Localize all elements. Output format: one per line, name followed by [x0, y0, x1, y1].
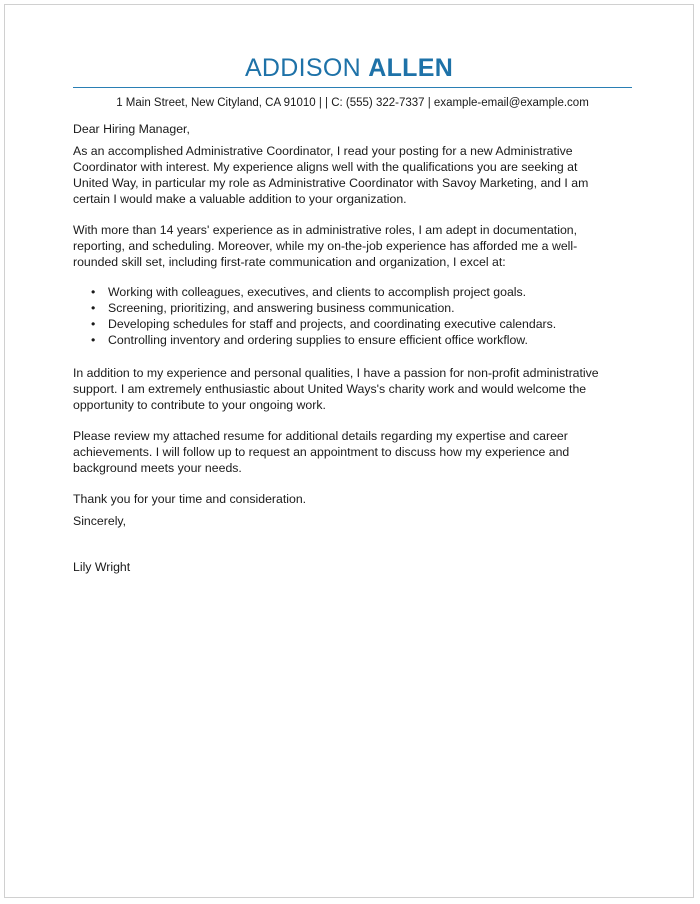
list-item-text: Controlling inventory and ordering supplies to ensure efficient office workflow. [108, 333, 528, 347]
list-item [91, 332, 613, 348]
paragraph-experience: With more than 14 years' experience as in administrative roles, I am adept in documentation, reporting, and scheduling. Moreover, while my on-the-job experience has afforded me a well-rounded skill set, including first-rate communication and organization, I excel at: [73, 223, 578, 269]
bullet-icon: • [91, 285, 96, 299]
first-name: ADDISON [244, 54, 361, 82]
letter-page [4, 4, 694, 898]
list-item [91, 316, 613, 332]
header-divider [73, 87, 632, 88]
last-name: ALLEN [368, 54, 454, 82]
closing-line: Thank you for your time and consideration. [73, 492, 307, 506]
list-item-text: Developing schedules for staff and projects, and coordinating executive calendars. [108, 317, 557, 331]
salutation: Dear Hiring Manager, [73, 122, 190, 136]
signoff: Sincerely, [73, 514, 127, 528]
list-item-text: Working with colleagues, executives, and clients to accomplish project goals. [108, 285, 527, 299]
signature-name: Lily Wright [73, 560, 131, 574]
letter-body [73, 121, 613, 590]
list-item [91, 284, 613, 300]
applicant-name-heading [5, 53, 693, 83]
list-item [91, 300, 613, 316]
bullet-icon: • [91, 301, 96, 315]
paragraph-intro: As an accomplished Administrative Coordinator, I read your posting for a new Administrative Coordinator with interest. My experience aligns well with the qualifications you are seeking at United Way, in particular my role as Administrative Coordinator with Savoy Marketing, and I am certain I would make a valuable addition to your organization. [73, 144, 589, 206]
contact-line: 1 Main Street, New Cityland, CA 91010 | | C: (555) 322-7337 | example-email@example.com [116, 97, 589, 109]
bullet-icon: • [91, 333, 96, 347]
list-item-text: Screening, prioritizing, and answering business communication. [108, 301, 455, 315]
paragraph-followup: Please review my attached resume for additional details regarding my expertise and career achievements. I will follow up to request an appointment to discuss how my experience and background meets your needs. [73, 429, 570, 475]
paragraph-passion: In addition to my experience and personal qualities, I have a passion for non-profit administrative support. I am extremely enthusiastic about United Ways's charity work and would welcome the opportunity to contribute to your ongoing work. [73, 366, 599, 412]
bullet-icon: • [91, 317, 96, 331]
skills-list [73, 284, 613, 348]
